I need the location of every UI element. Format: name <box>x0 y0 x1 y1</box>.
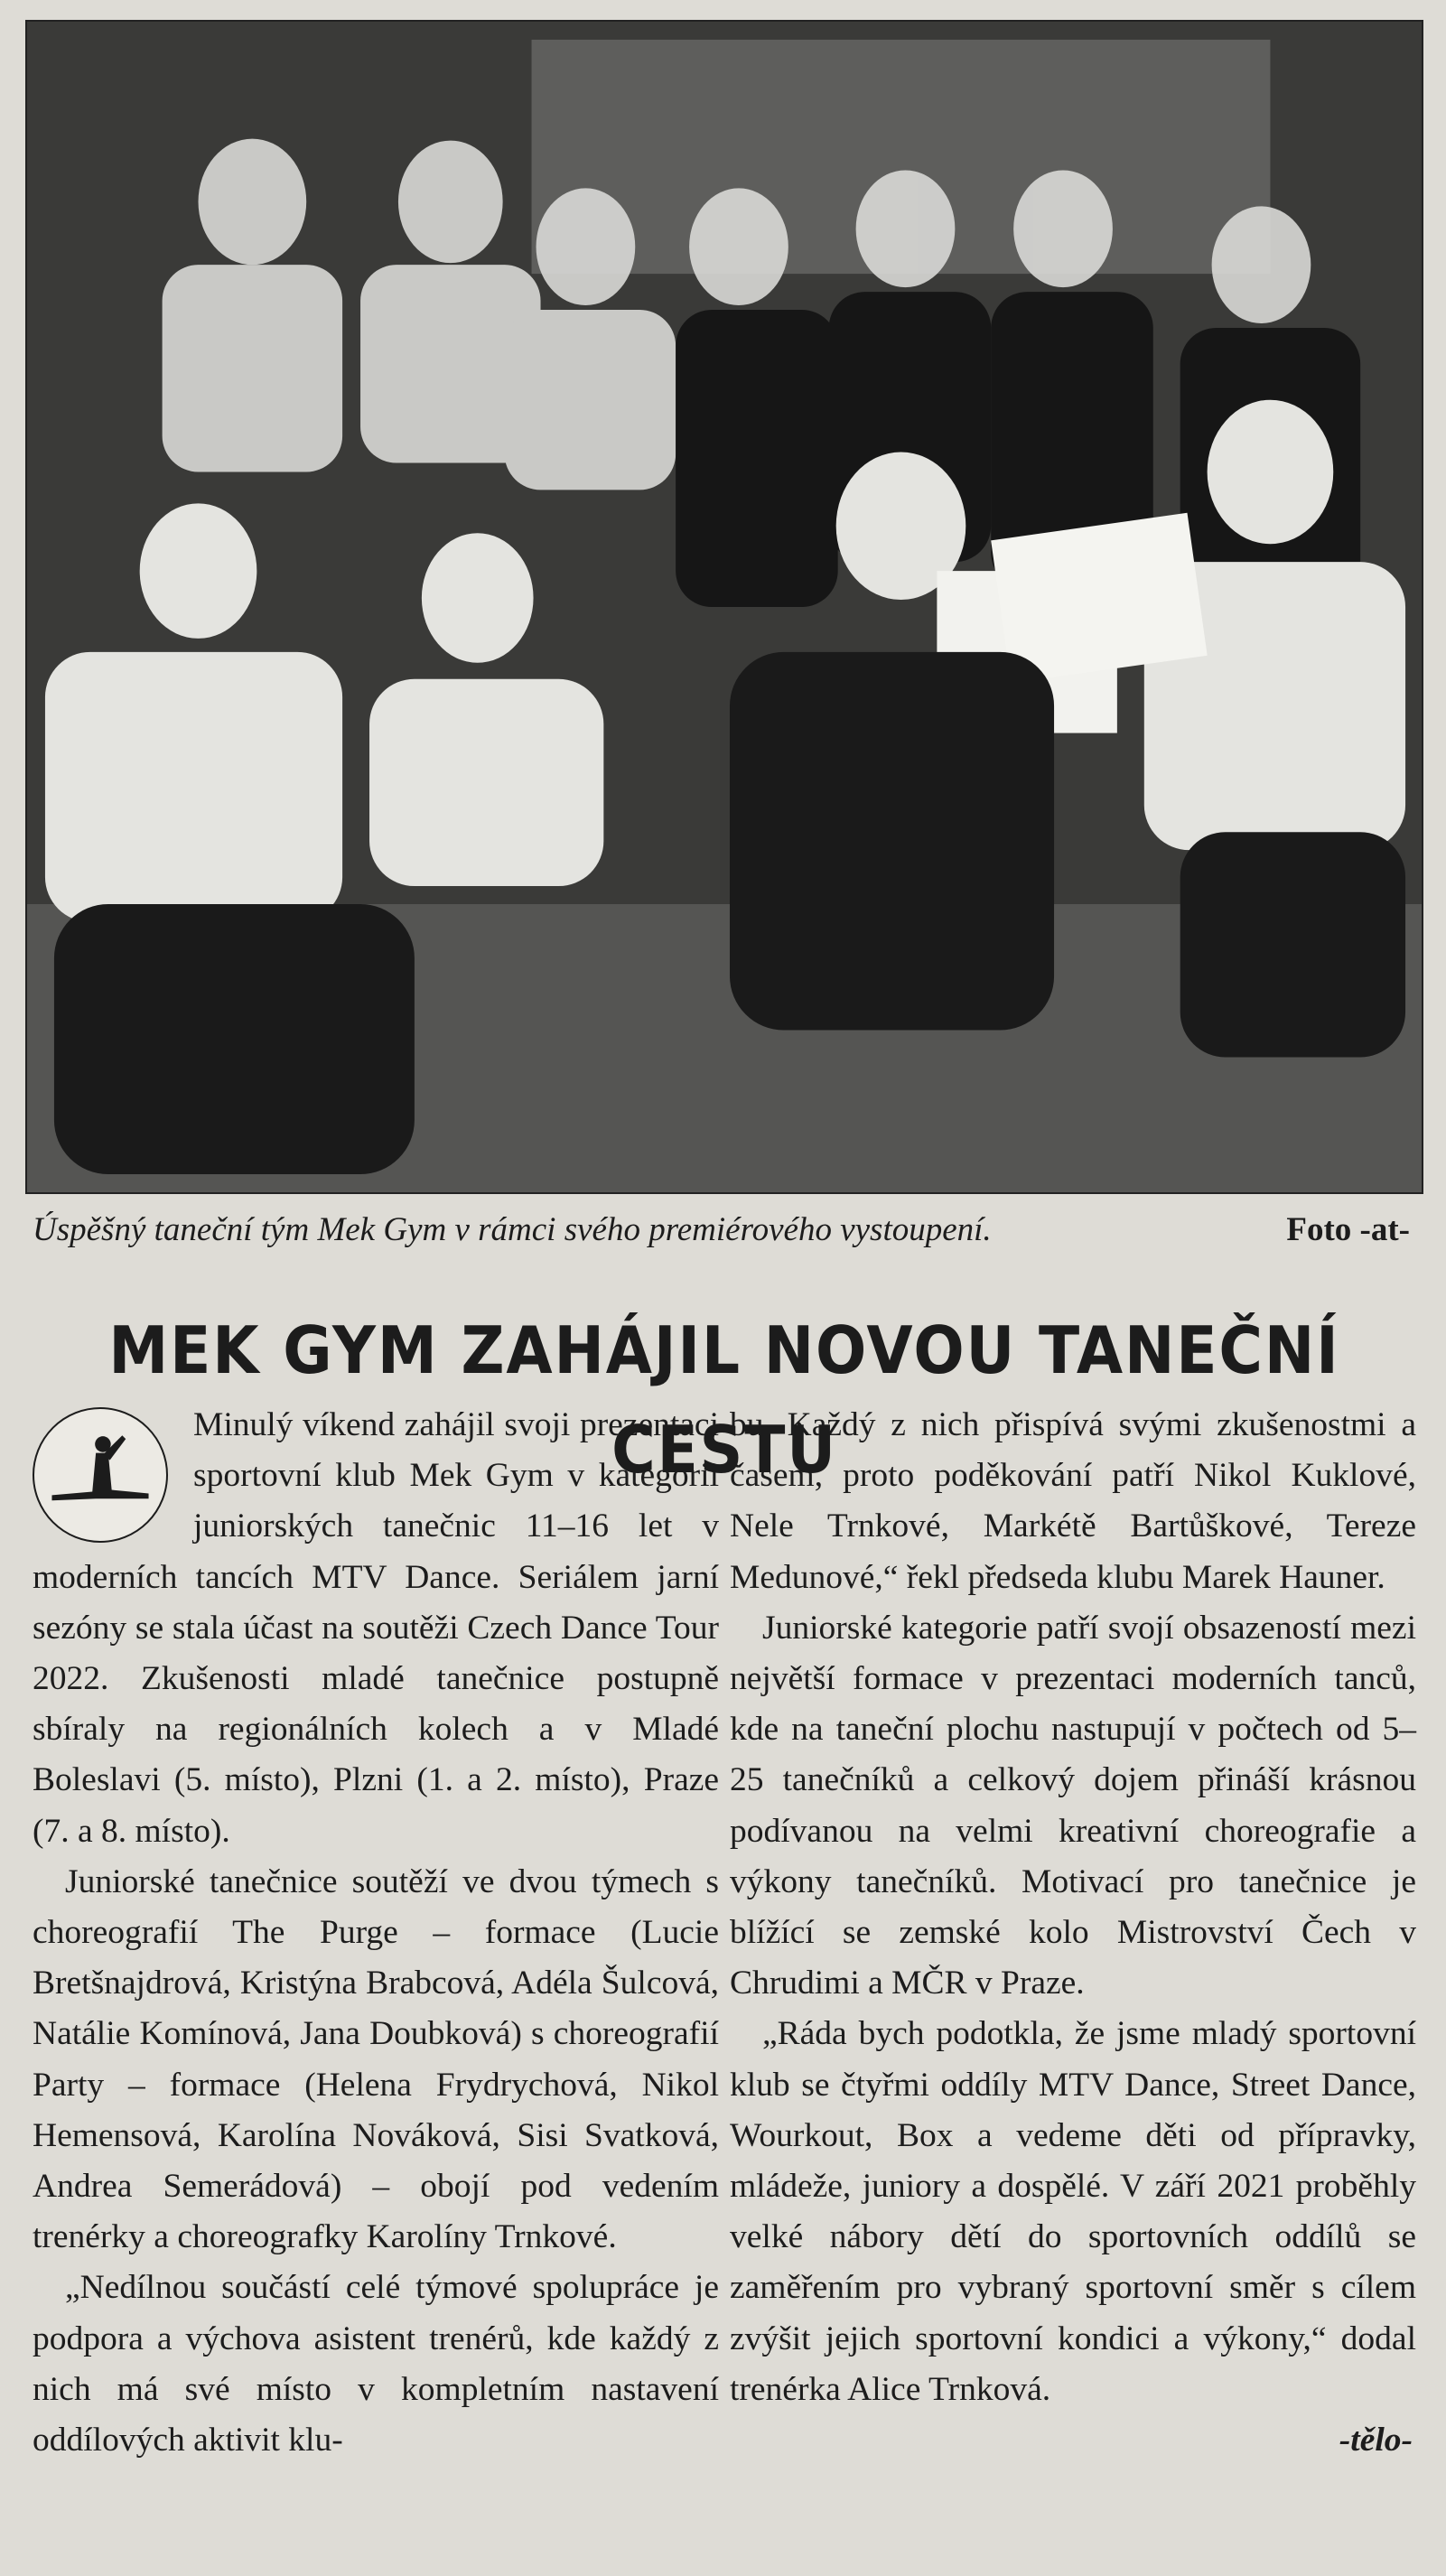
gymnast-icon <box>33 1407 168 1543</box>
team-photo <box>25 20 1423 1194</box>
team-photo-illustration <box>27 22 1422 1192</box>
paragraph: Juniorské kategorie patří svojí obsazeností mezi největší formace v prezentaci moderních tanců, kde na taneční plochu nastupují v počtech od 5–25 tanečníků a celkový dojem přináší krásnou podívanou na velmi kreativní choreografie a výkony tanečníků. Motivací pro tanečnice je blížící se zemské kolo Mistrovství Čech v Chrudimi a MČR v Praze. <box>730 1609 1416 2002</box>
article-column-right <box>730 1400 1416 2466</box>
photo-caption: Úspěšný taneční tým Mek Gym v rámci svého premiérového vystoupení. <box>33 1211 992 1248</box>
paragraph: Juniorské tanečnice soutěží ve dvou týmech s choreografií The Purge – formace (Lucie Bretšnajdrová, Kristýna Brabcová, Adéla Šulcová, Natálie Komínová, Jana Doubková) s choreografií Party – formace (Helena Frydrychová, Nikol Hemensová, Karolína Nováková, Sisi Svatková, Andrea Semerádová) – obojí pod vedením trenérky a choreografky Karolíny Trnkové. <box>33 1862 719 2256</box>
article-headline: MEK GYM ZAHÁJIL NOVOU TANEČNÍ CESTU <box>108 1312 1340 1488</box>
photo-credit: Foto -at- <box>1286 1211 1410 1248</box>
author-signature: -tělo- <box>1339 2422 1413 2459</box>
paragraph: „Ráda bych podotkla, že jsme mladý sportovní klub se čtyřmi oddíly MTV Dance, Street Dance, Wourkout, Box a vedeme děti od přípravky, mládeže, juniory a dospělé. V září 2021 proběhly velké nábory dětí do sportovních oddílů se zaměřením pro vybraný sportovní směr s cílem zvýšit jejich sportovní kondici a výkony,“ dodal trenérka Alice Trnková. <box>730 2015 1416 2408</box>
paragraph: „Nedílnou součástí celé týmové spolupráce je podpora a výchova asistent trenérů, kde každý z nich má své místo v kompletním nastavení oddílových aktivit klu- <box>33 2269 719 2459</box>
article-column-left <box>33 1400 719 2466</box>
paragraph: bu. Každý z nich přispívá svými zkušenostmi a časem, proto poděkování patří Nikol Kuklové, Nele Trnkové, Markétě Bartůškové, Tereze Medunové,“ řekl předseda klubu Marek Hauner. <box>730 1406 1416 1596</box>
paragraph: Minulý víkend zahájil svoji prezentaci sportovní klub Mek Gym v kategorii juniorských tanečnic 11–16 let v moderních tancích MTV Dance. Seriálem jarní sezóny se stala účast na soutěži Czech Dance Tour 2022. Zkušenosti mladé tanečnice postupně sbíraly na regionálních kolech a v Mladé Boleslavi (5. místo), Plzni (1. a 2. místo), Praze (7. a 8. místo). <box>33 1406 719 1850</box>
